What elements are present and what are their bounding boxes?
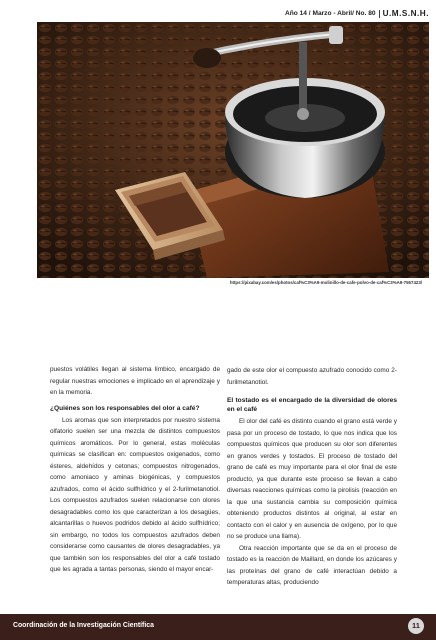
header-divider	[379, 10, 380, 18]
footer-label: Coordinación de la Investigación Científica	[13, 622, 154, 629]
coffee-grinder-photo	[37, 22, 429, 278]
university-name: U.M.S.N.H.	[382, 9, 429, 18]
article-column-left	[50, 364, 220, 576]
paragraph: Otra reacción importante que se da en el proceso de tostado es la reacción de Maillard, en donde los azúcares y las proteínas del grano de café interactúan debido a temperaturas altas, produciendo	[227, 544, 397, 586]
image-credit: https://pixabay.com/es/photos/caf%C3%A9-molinillo-de-cafe-polvo-de-caf%C3%A9-7557423/	[229, 280, 422, 285]
section-heading: El tostado es el encargado de la diversidad de olores en el café	[227, 397, 397, 413]
page-header	[285, 9, 429, 18]
page-footer	[0, 614, 436, 640]
page-number-badge: 11	[408, 618, 424, 634]
paragraph: puestos volátiles llegan al sistema límbico, encargado de regular nuestras emociones e implicado en el aprendizaje y en la memoria.	[50, 366, 220, 396]
paragraph: El olor del café es distinto cuando el grano está verde y pasa por un proceso de tostado, lo que nos indica que los compuestos químicos que producen su olor son diferentes en granos verdes y tostados. El proceso de tostado del grano de café es muy importante para el olor final de este producto, ya que durante este proceso se llevan a cabo diversas reacciones químicas como la pirolisis (reacción en la que una sustancia cambia su composición química obteniendo productos distintos al original, al estar en contacto con el calor y en ausencia de oxígeno, por lo que no se produce una llama).	[227, 418, 397, 540]
article-column-right	[227, 365, 397, 589]
section-heading: ¿Quiénes son los responsables del olor a café?	[50, 404, 200, 412]
paragraph: Los aromas que son interpretados por nuestro sistema olfatorio suelen ser una mezcla de distintos compuestos químicos aromáticos. Por lo general, estas moléculas químicas se clasifican en: compuestos oxigenados, como ésteres, aldehídos y cetonas; compuestos nitrogenados, como amoniaco y aminas biogénicas, y compuestos azufrados, como el ácido sulfhídrico y el 2-furilmetanotiol. Los compuestos azufrados suelen relacionarse con olores desagradables como los que caracterizan a los desagües, alcantarillas o huevos podridos debido al ácido sulfhídrico; sin embargo, no todos los compuestos azufrados deben considerarse como causantes de olores desagradables, ya que también son los responsables del olor a café tostado que les agrada a tantas personas, siendo el mayor encar-	[50, 416, 220, 573]
issue-info: Año 14 / Marzo - Abril/ No. 80	[284, 10, 376, 17]
paragraph: gado de este olor el compuesto azufrado conocido como 2-furilmetanotiol.	[227, 367, 397, 386]
